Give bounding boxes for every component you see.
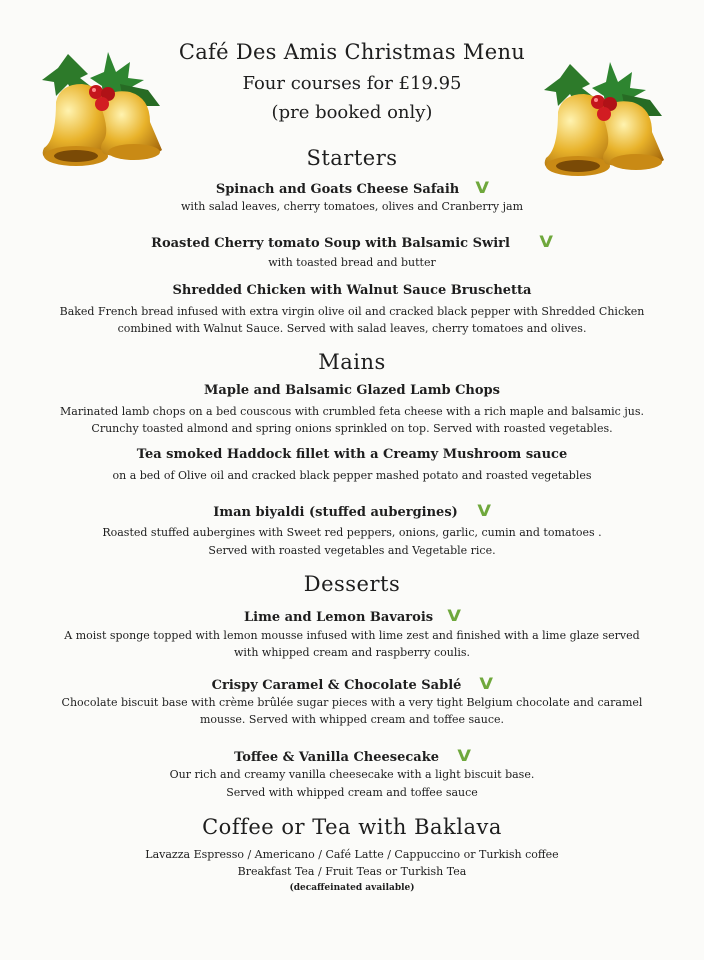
dish-name [0, 746, 704, 765]
dish-name [0, 447, 704, 462]
dish-description: mousse. Served with whipped cream and toffee sauce. [199, 713, 504, 726]
dish-name [0, 232, 704, 251]
dish-name [0, 674, 704, 693]
dish-title: Maple and Balsamic Glazed Lamb Chops [204, 383, 500, 398]
tea-options: Breakfast Tea / Fruit Teas or Turkish Tea [237, 865, 467, 878]
dish-description: Our rich and creamy vanilla cheesecake with a light biscuit base. [169, 768, 535, 781]
menu-title: Café Des Amis Christmas Menu [178, 40, 526, 64]
section-heading-coffee: Coffee or Tea with Baklava [202, 815, 502, 839]
dish-description: with salad leaves, cherry tomatoes, olives and Cranberry jam [180, 200, 524, 213]
dish-title: Shredded Chicken with Walnut Sauce Bruschetta [172, 283, 532, 298]
dish-description: with toasted bread and butter [268, 256, 436, 269]
dish-title: Toffee & Vanilla Cheesecake [234, 750, 439, 765]
vegetarian-icon: V [475, 178, 489, 197]
dish-description: Marinated lamb chops on a bed couscous with crumbled feta cheese with a rich maple and balsamic jus. [60, 405, 644, 418]
dish-description: Baked French bread infused with extra virgin olive oil and cracked black pepper with Shredded Chicken [59, 305, 645, 318]
dish-name [0, 606, 704, 625]
dish-title: Spinach and Goats Cheese Safaih [215, 182, 460, 197]
menu-booking-note: (pre booked only) [271, 102, 433, 123]
vegetarian-icon: V [477, 501, 492, 520]
dish-description: on a bed of Olive oil and cracked black pepper mashed potato and roasted vegetables [112, 469, 592, 482]
dish-name [0, 501, 704, 520]
dish-name [0, 178, 704, 197]
dish-description: Chocolate biscuit base with crème brûlée sugar pieces with a very tight Belgium chocolate and caramel [61, 696, 643, 709]
dish-description: Roasted stuffed aubergines with Sweet red peppers, onions, garlic, cumin and tomatoes . [102, 526, 602, 539]
dish-title: Lime and Lemon Bavarois [243, 610, 434, 625]
dish-description: Served with whipped cream and toffee sauce [226, 786, 478, 799]
dish-description: A moist sponge topped with lemon mousse infused with lime zest and finished with a lime glaze served [64, 629, 640, 642]
dish-name [0, 383, 704, 398]
dish-title: Iman biyaldi (stuffed aubergines) [213, 505, 458, 520]
dish-title: Roasted Cherry tomato Soup with Balsamic Swirl [151, 236, 510, 251]
dish-description: with whipped cream and raspberry coulis. [233, 646, 470, 659]
dish-description: Served with roasted vegetables and Vegetable rice. [208, 544, 496, 557]
section-heading-mains: Mains [318, 350, 386, 374]
vegetarian-icon: V [447, 606, 461, 625]
section-heading-desserts: Desserts [303, 572, 401, 596]
dish-name [0, 283, 704, 298]
dish-title: Crispy Caramel & Chocolate Sablé [211, 678, 462, 693]
section-heading-starters: Starters [306, 146, 398, 170]
menu-price: Four courses for £19.95 [242, 73, 462, 94]
vegetarian-icon: V [539, 232, 554, 251]
decaf-note: (decaffeinated available) [289, 883, 415, 893]
dish-description: combined with Walnut Sauce. Served with salad leaves, cherry tomatoes and olives. [117, 322, 587, 335]
dish-description: Crunchy toasted almond and spring onions sprinkled on top. Served with roasted vegetables. [91, 422, 613, 435]
vegetarian-icon: V [456, 746, 471, 765]
dish-title: Tea smoked Haddock fillet with a Creamy Mushroom sauce [136, 447, 568, 462]
vegetarian-icon: V [479, 674, 493, 693]
coffee-options: Lavazza Espresso / Americano / Café Latte / Cappuccino or Turkish coffee [145, 848, 559, 861]
